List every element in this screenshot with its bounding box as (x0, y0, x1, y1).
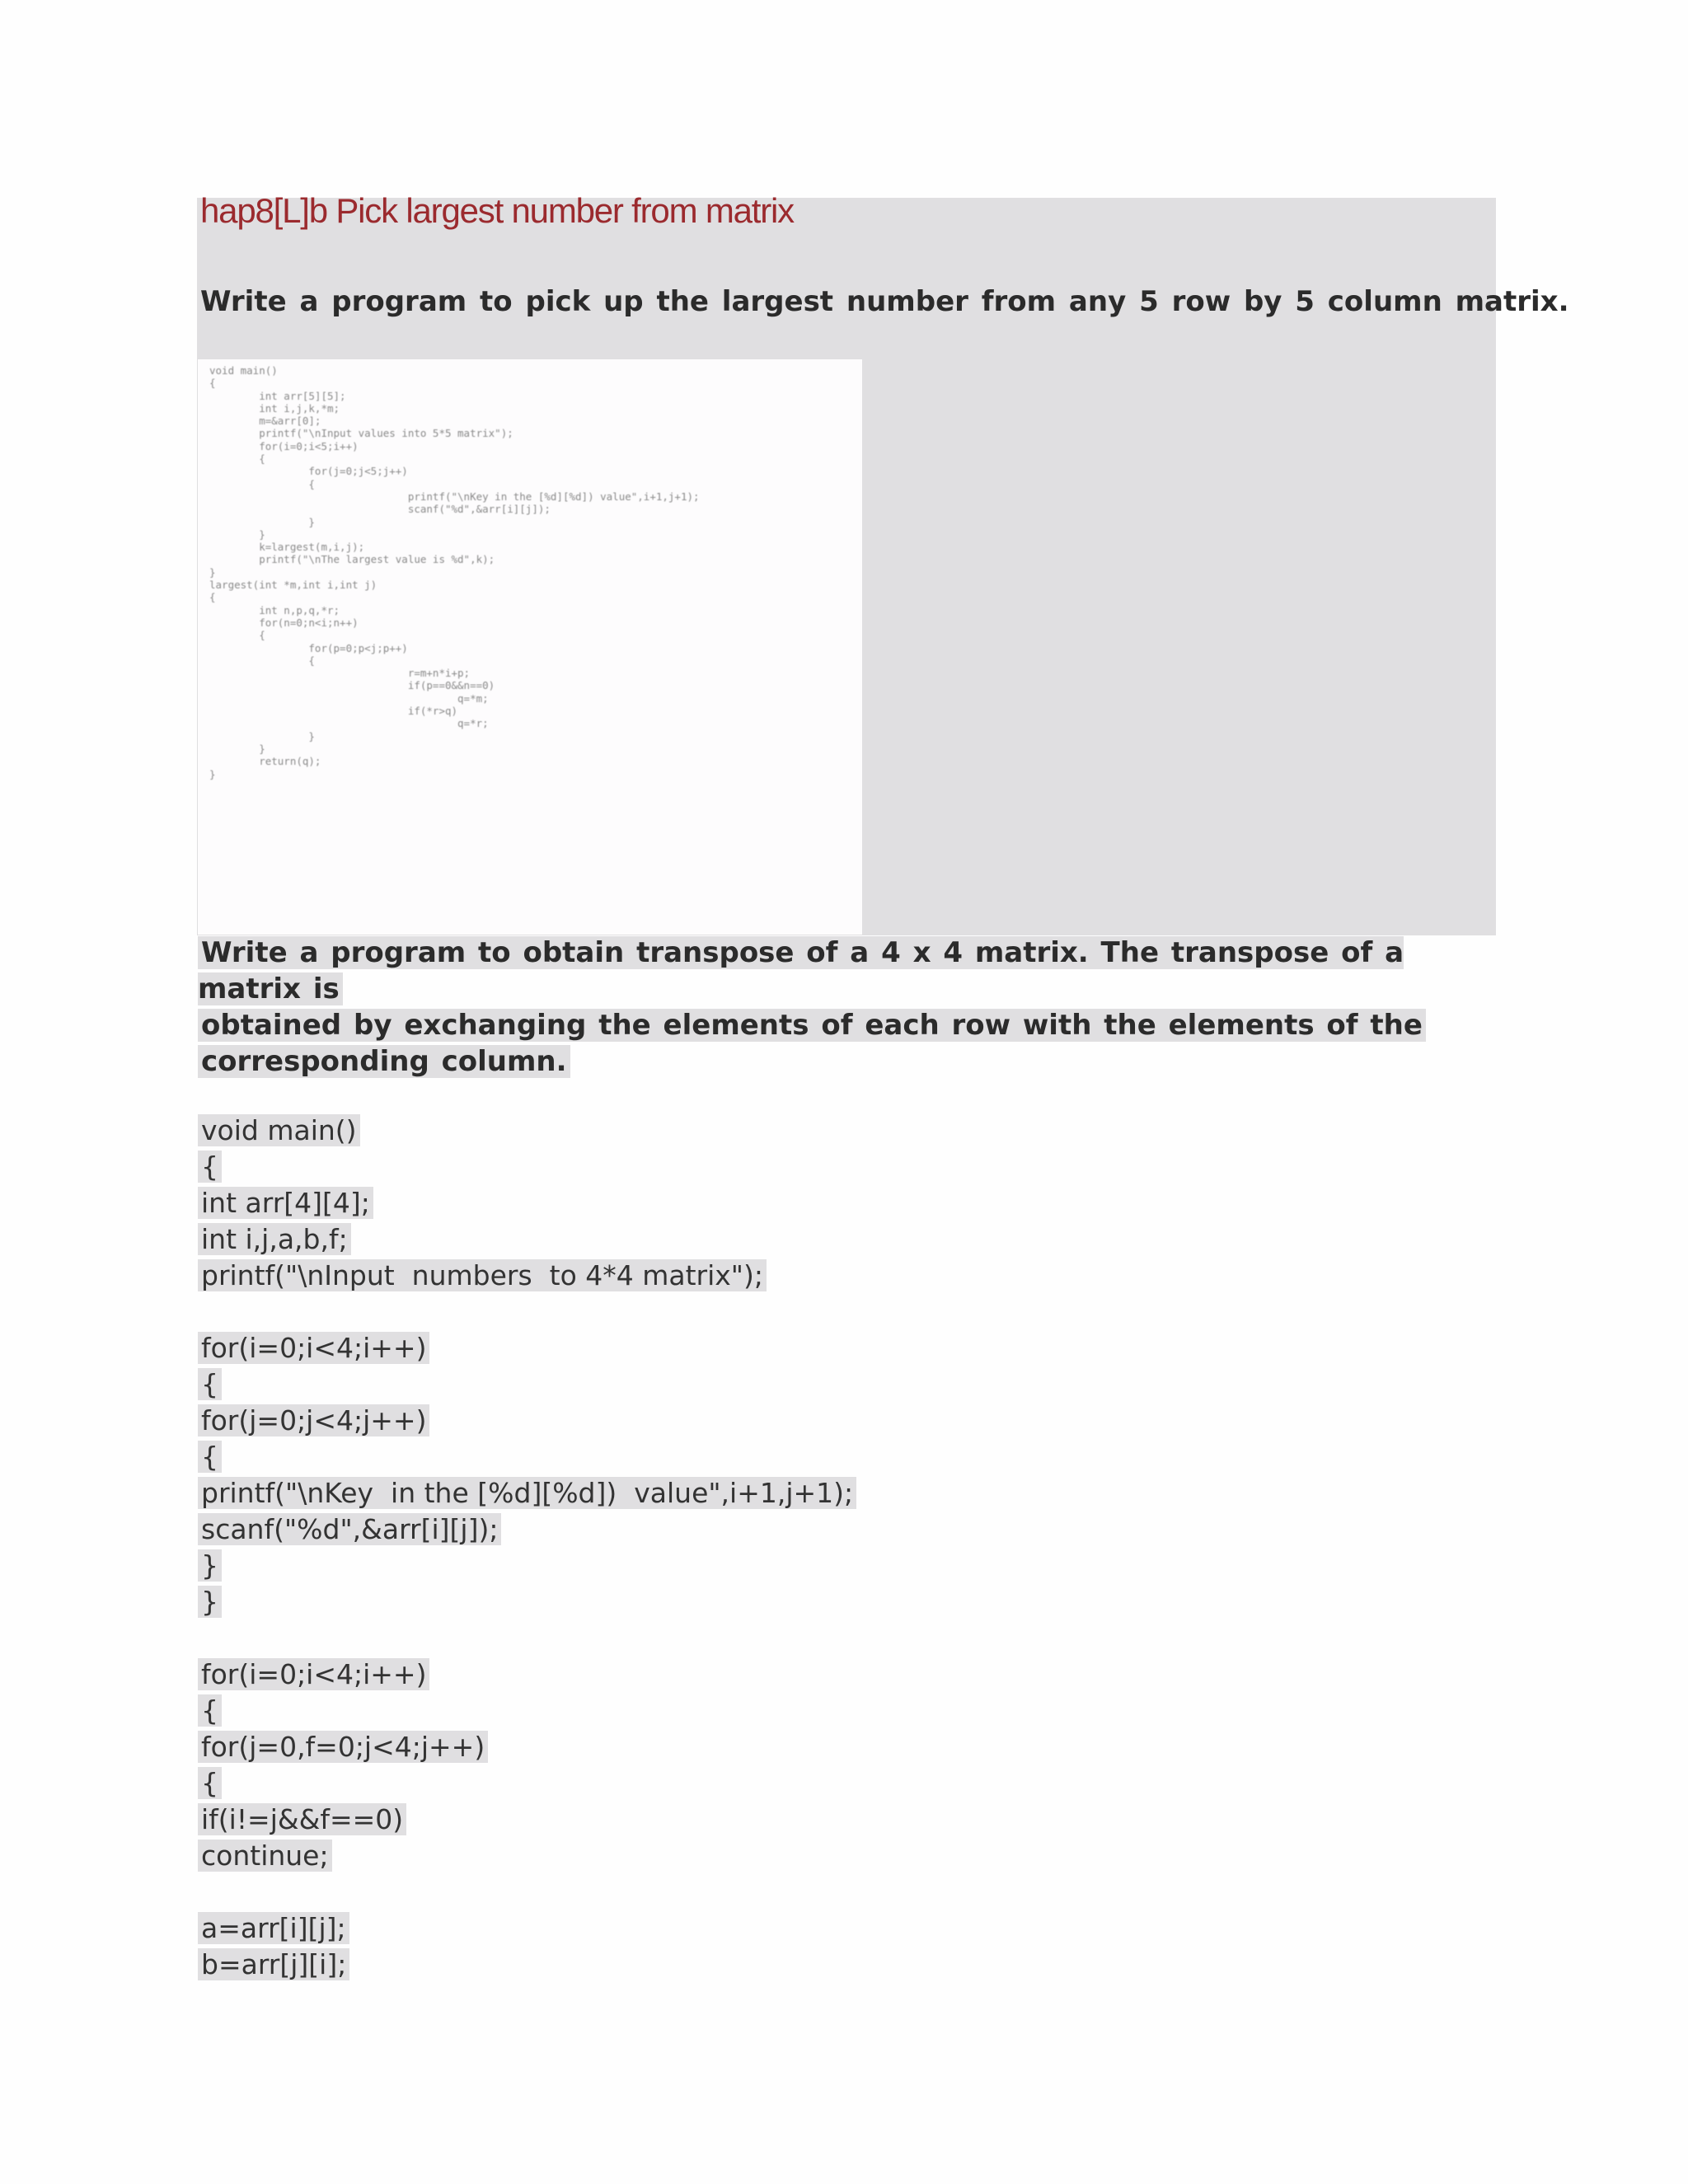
code-line: int arr[4][4]; (198, 1187, 373, 1219)
code-line: int i,j,a,b,f; (198, 1223, 351, 1255)
code-line: if(i!=j&&f==0) (198, 1803, 406, 1835)
code-line: void main() (198, 1114, 360, 1146)
code-line: printf("\nInput numbers to 4*4 matrix"); (198, 1259, 767, 1291)
code-line: } (198, 1586, 222, 1618)
code-line: for(i=0;i<4;i++) (198, 1332, 429, 1364)
code-line: for(i=0;i<4;i++) (198, 1658, 429, 1690)
question-prompt-transpose (198, 935, 1517, 1080)
prompt-line: obtained by exchanging the elements of each row with the elements of the (198, 1009, 1426, 1042)
code-line: { (198, 1767, 222, 1799)
question-prompt-largest: Write a program to pick up the largest number from any 5 row by 5 column matrix. (200, 285, 1569, 318)
code-line: { (198, 1151, 222, 1183)
code-line: scanf("%d",&arr[i][j]); (198, 1513, 501, 1545)
code-line: { (198, 1368, 222, 1400)
code-line: continue; (198, 1840, 332, 1872)
code-screenshot-text: void main() { int arr[5][5]; int i,j,k,*m; m=&arr[0]; printf("\nInput values into 5*5 matrix"); for(i=0;i<5;i++) { for(j=0;j<5;j++) { printf("\nKey in the [%d][%d]) value",i+1,j+1); scanf("%d",&arr[i][j]); } } k=largest(m,i,j); printf("\nThe largest value is %d",k); } largest(int *m,int i,int j) { int n,p,q,*r; for(n=0;n<i;n++) { for(p=0;p<j;p++) { r=m+n*i+p; if(p==0&&n==0) q=*m; if(*r>q) q=*r; } } return(q); } (209, 364, 700, 780)
prompt-line: Write a program to obtain transpose of a 4 x 4 matrix. The transpose of a matrix is (198, 936, 1404, 1005)
code-line: for(j=0;j<4;j++) (198, 1404, 429, 1436)
code-line: } (198, 1549, 222, 1582)
code-line: printf("\nKey in the [%d][%d]) value",i+1,j+1); (198, 1477, 856, 1509)
prompt-line: corresponding column. (198, 1045, 570, 1078)
page-title: hap8[L]b Pick largest number from matrix (200, 191, 794, 230)
code-screenshot-image (198, 359, 862, 935)
code-line: { (198, 1694, 222, 1727)
code-line: b=arr[j][i]; (198, 1948, 349, 1980)
code-line: for(j=0,f=0;j<4;j++) (198, 1731, 488, 1763)
code-line: a=arr[i][j]; (198, 1912, 349, 1944)
code-line: { (198, 1441, 222, 1473)
